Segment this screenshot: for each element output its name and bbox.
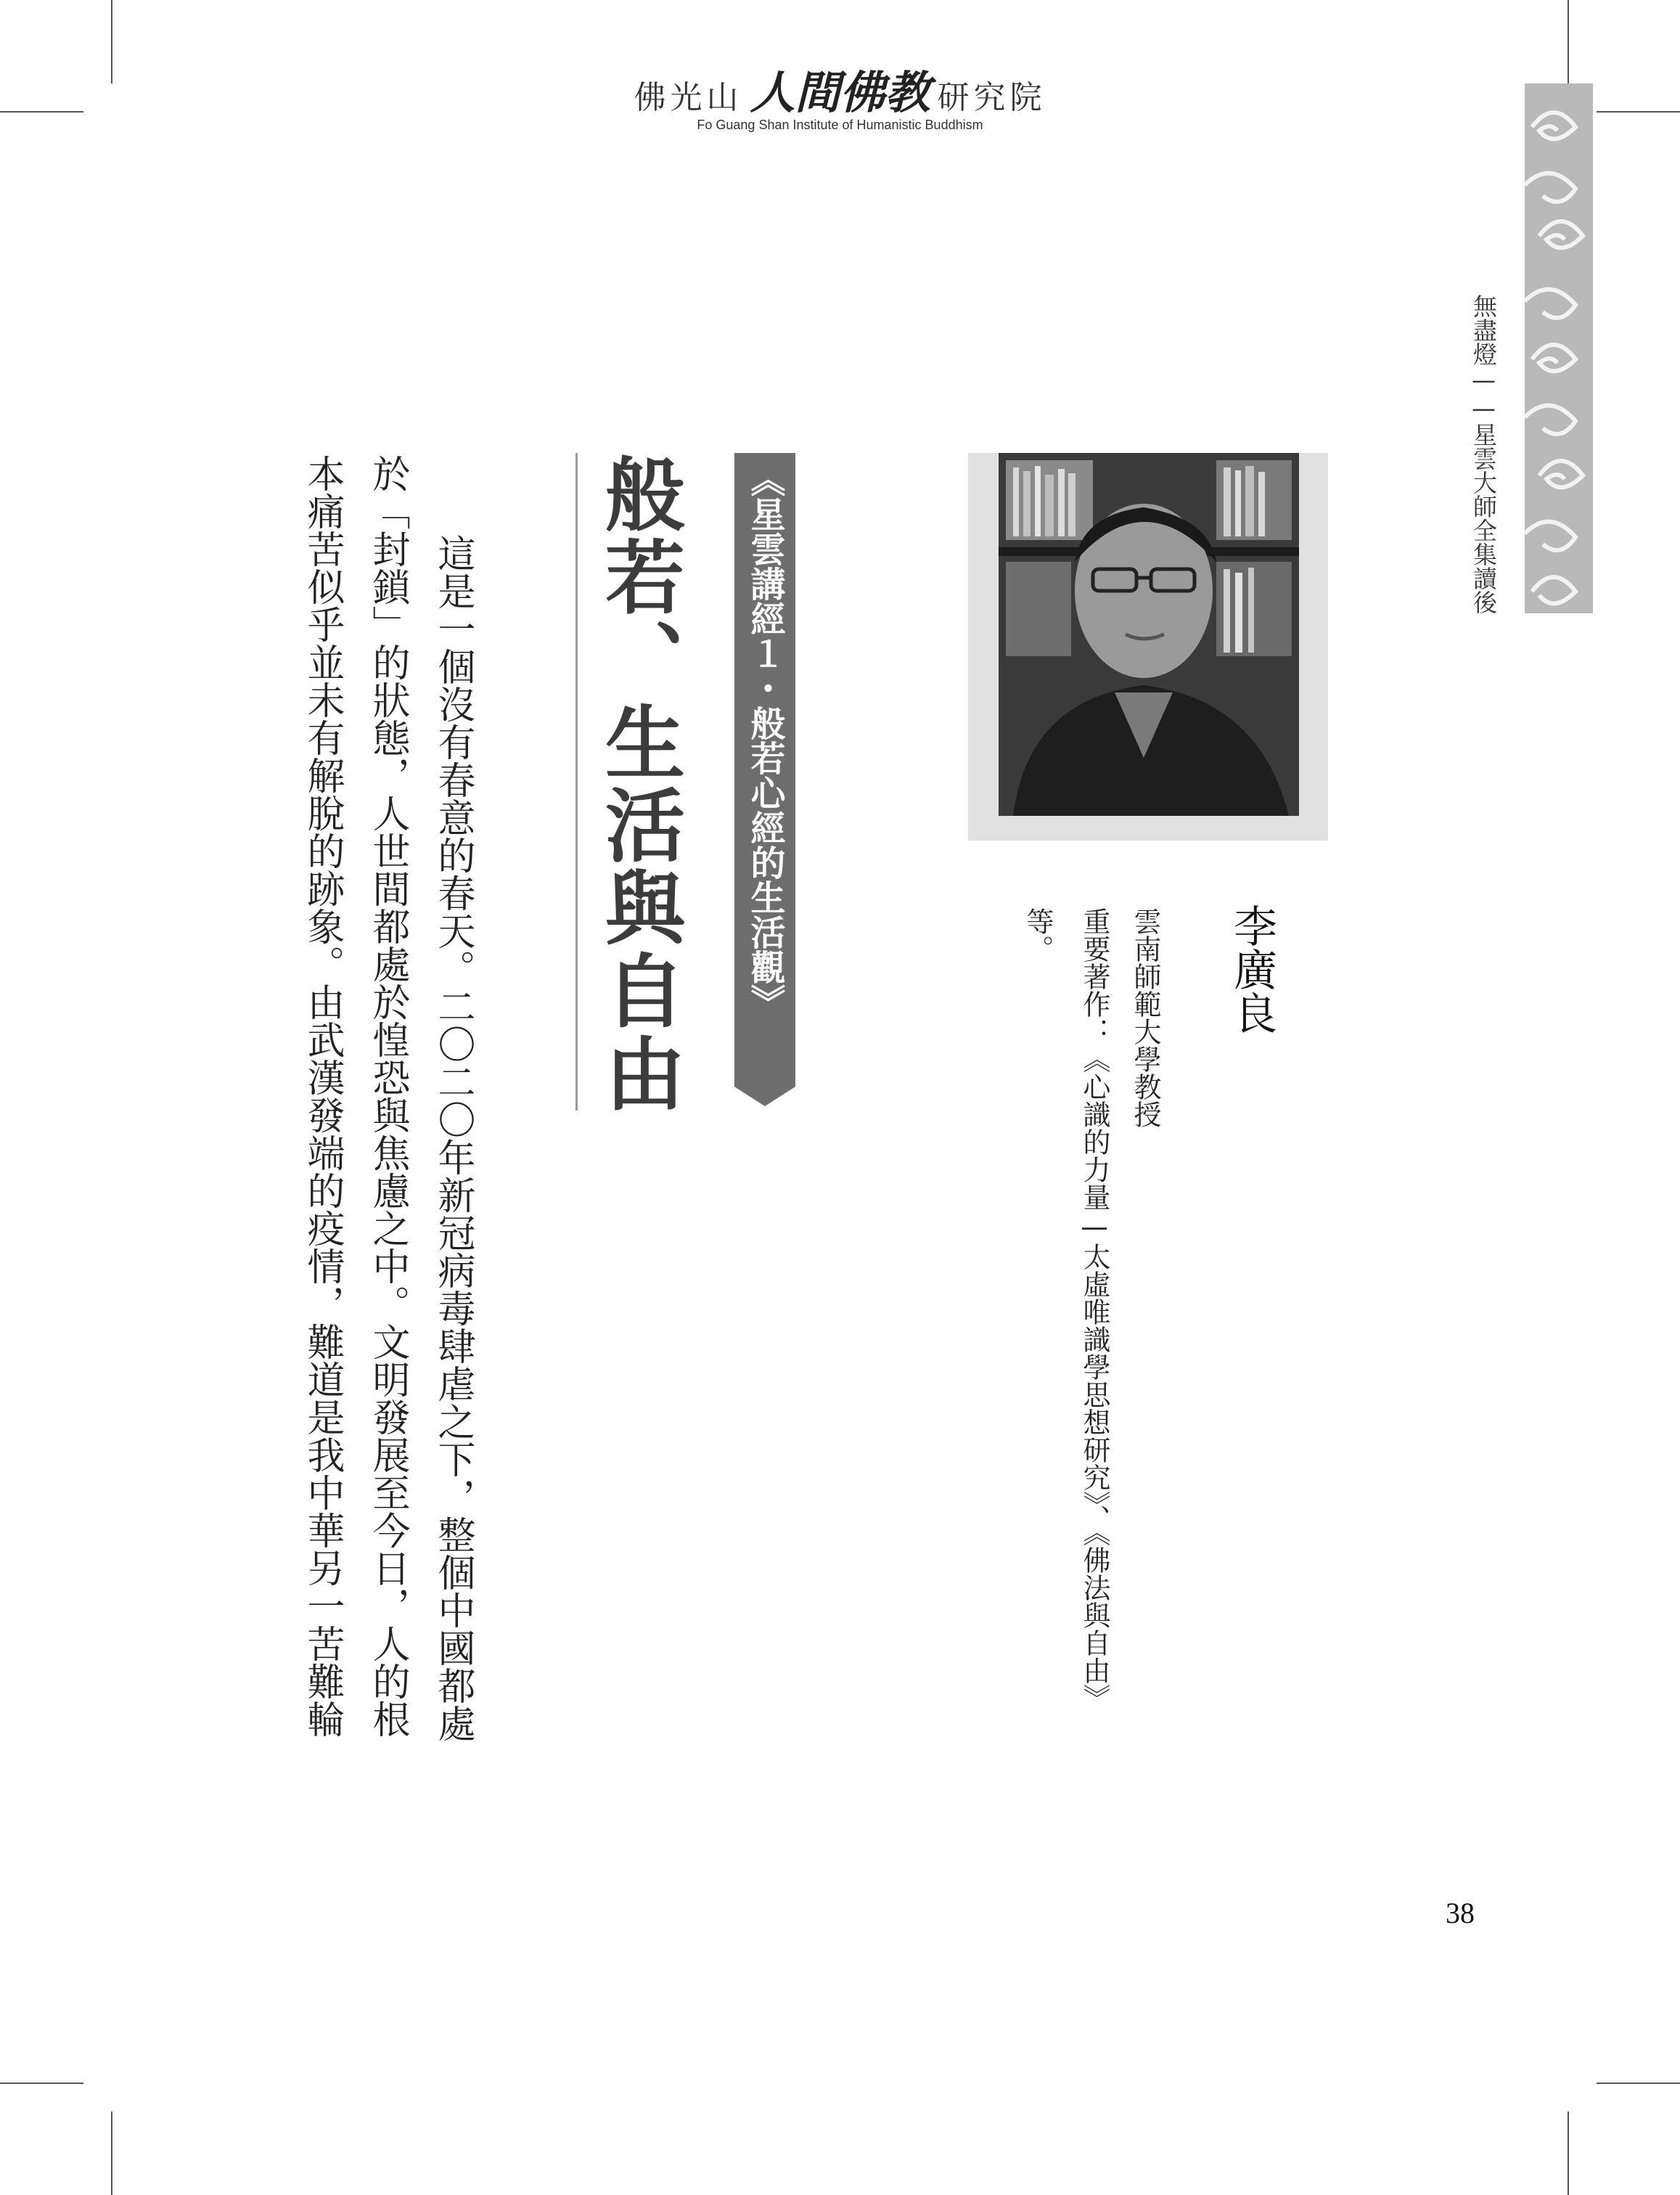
crop-mark: [1568, 2112, 1569, 2195]
crop-mark: [111, 2112, 112, 2195]
page-number: 38: [1446, 1897, 1475, 1929]
logo-script: 人間佛教: [750, 66, 930, 119]
portrait-image: [999, 453, 1299, 816]
author-photo: [999, 453, 1299, 816]
author-works-end: 等。: [1022, 907, 1054, 962]
article-title: 般若、生活與自由: [592, 453, 686, 1115]
body-column-2: 於「封鎖」的狀態，人世間都處於惶恐與焦慮之中。文明發展至今日，人的根: [366, 454, 409, 1738]
body-column-1: 這是一個沒有春意的春天。二〇二〇年新冠病毒肆虐之下，整個中國都處: [431, 534, 475, 1742]
institute-subtitle: Fo Guang Shan Institute of Humanistic Buddhism: [697, 118, 983, 132]
author-name: 李廣良: [1226, 904, 1277, 1034]
series-title: 《星雲講經１・般若心經的生活觀》: [745, 462, 785, 1019]
institute-logo: [0, 57, 1680, 121]
cloud-pattern-icon: [1525, 83, 1593, 613]
cloud-pattern-band: [1525, 83, 1593, 613]
body-column-3: 本痛苦似乎並未有解脫的跡象。由武漢發端的疫情，難道是我中華另一苦難輪: [300, 454, 344, 1738]
author-affiliation: 雲南師範大學教授: [1129, 907, 1161, 1128]
crop-mark: [0, 2082, 83, 2084]
running-head: 無盡燈——星雲大師全集讀後: [1470, 294, 1498, 614]
author-works: 重要著作：《心識的力量—太虛唯識學思想研究》、《佛法與自由》: [1078, 907, 1110, 1712]
title-rule: [575, 453, 578, 1111]
logo-text-pre: 佛光山: [634, 79, 743, 116]
crop-mark: [1597, 2082, 1680, 2084]
logo-text-post: 研究院: [937, 79, 1046, 116]
